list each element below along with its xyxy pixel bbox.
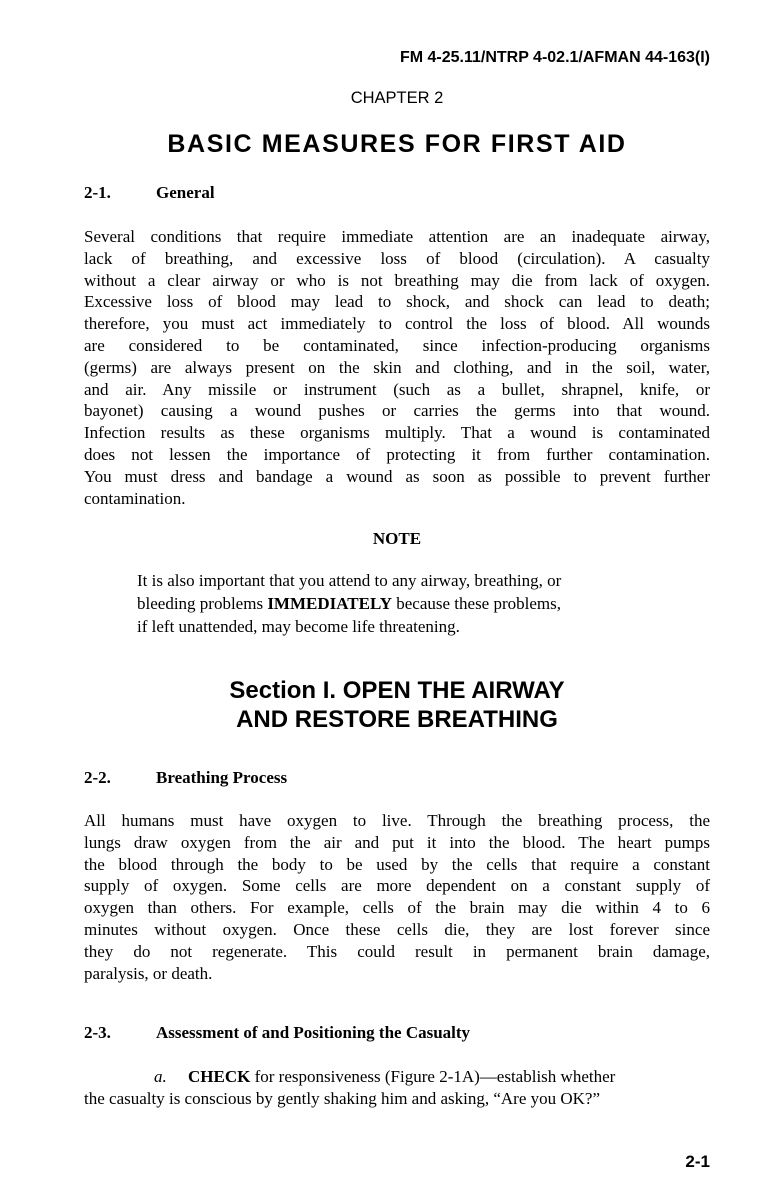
- item-text: for responsiveness (Figure 2-1A)—establish whether: [250, 1067, 616, 1086]
- section-number: 2-3.: [84, 1023, 111, 1042]
- note-title: NOTE: [372, 529, 422, 548]
- note-body: [137, 569, 657, 638]
- document-id-header: FM 4-25.11/NTRP 4-02.1/AFMAN 44-163(I): [399, 49, 710, 66]
- text-line: Several conditions that require immediate attention are an inadequate airway,: [84, 227, 710, 246]
- text-line: without a clear airway or who is not breathing may die from lack of oxygen.: [84, 270, 710, 290]
- text-line: bayonet) causing a wound pushes or carries the germs into that wound.: [84, 401, 710, 421]
- text-line: contamination.: [84, 488, 186, 508]
- text-line: the casualty is conscious by gently shaking him and asking, “Are you OK?”: [84, 1088, 601, 1108]
- text-line: therefore, you must act immediately to control the loss of blood. All wounds: [84, 314, 710, 334]
- section-number: 2-1.: [84, 183, 111, 202]
- note-line: [137, 592, 657, 615]
- chapter-label: CHAPTER 2: [350, 89, 444, 107]
- section-i-title: [0, 676, 770, 734]
- section-number: 2-2.: [84, 768, 111, 787]
- text-line: and air. Any missile or instrument (such as a bullet, shrapnel, knife, or: [84, 379, 710, 399]
- text-line: You must dress and bandage a wound as soon as possible to prevent further: [84, 466, 710, 486]
- text-line: lack of breathing, and excessive loss of blood (circulation). A casualty: [84, 248, 710, 268]
- section-heading-2-3: [84, 1023, 470, 1043]
- note-line: It is also important that you attend to any airway, breathing, or: [137, 571, 562, 590]
- text-line: the blood through the body to be used by the cells that require a constant: [84, 854, 710, 874]
- text-line: they do not regenerate. This could result in permanent brain damage,: [84, 941, 710, 961]
- text-line: All humans must have oxygen to live. Through the breathing process, the: [84, 811, 710, 830]
- text-line: supply of oxygen. Some cells are more dependent on a constant supply of: [84, 876, 710, 896]
- note-line: if left unattended, may become life threatening.: [137, 617, 460, 636]
- section-heading-2-1: [84, 183, 215, 203]
- paragraph-general: [84, 226, 710, 509]
- text-line: does not lessen the importance of protecting it from further contamination.: [84, 444, 710, 464]
- text-line: minutes without oxygen. Once these cells die, they are lost forever since: [84, 919, 710, 939]
- text-line: are considered to be contaminated, since infection-producing organisms: [84, 335, 710, 355]
- text-line: (germs) are always present on the skin and clothing, and in the soil, water,: [84, 357, 710, 377]
- item-emphasis: CHECK: [188, 1067, 251, 1086]
- text-line: paralysis, or death.: [84, 963, 213, 983]
- section-title-line: Section I. OPEN THE AIRWAY: [229, 677, 565, 704]
- section-title: Breathing Process: [156, 768, 288, 787]
- chapter-title: BASIC MEASURES FOR FIRST AID: [167, 130, 627, 158]
- page-number: 2-1: [685, 1152, 710, 1171]
- paragraph-breathing-process: [84, 810, 710, 984]
- note-text: because these problems,: [392, 594, 561, 613]
- item-letter: a.: [154, 1067, 167, 1086]
- note-emphasis: IMMEDIATELY: [267, 594, 392, 613]
- text-line: Excessive loss of blood may lead to shock, and shock can lead to death;: [84, 292, 710, 312]
- text-line: oxygen than others. For example, cells of the brain may die within 4 to 6: [84, 898, 710, 918]
- section-title: Assessment of and Positioning the Casualty: [156, 1023, 471, 1042]
- section-title-line: AND RESTORE BREATHING: [236, 706, 558, 733]
- text-line: lungs draw oxygen from the air and put it into the blood. The heart pumps: [84, 832, 710, 852]
- text-line: [84, 1066, 710, 1088]
- section-heading-2-2: [84, 768, 287, 788]
- text-line: Infection results as these organisms multiply. That a wound is contaminated: [84, 423, 710, 443]
- paragraph-assessment: [84, 1066, 710, 1110]
- note-text: bleeding problems: [137, 594, 268, 613]
- section-title: General: [156, 183, 215, 202]
